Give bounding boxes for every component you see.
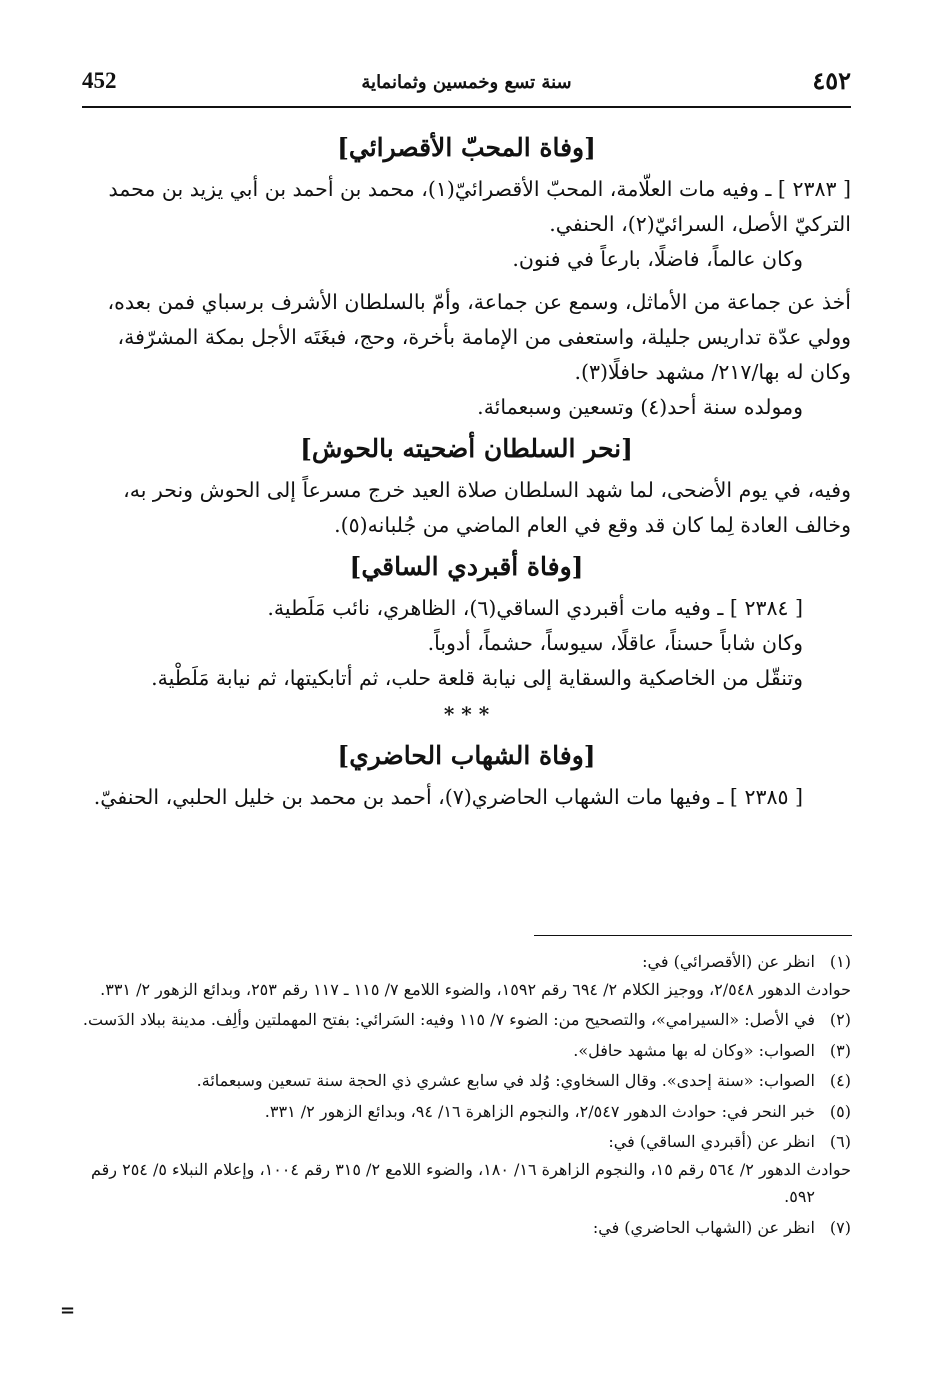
main-text	[82, 124, 851, 815]
entry-2384-description: وكان شاباً حسناً، عاقلًا، سيوساً، حشماً، أدوباً.	[427, 631, 803, 655]
footnote-text: الصواب: «وكان له بها مشهد حافل».	[573, 1040, 815, 1060]
running-title: سنة تسع وخمسين وثمانماية	[361, 72, 572, 93]
footnote	[82, 948, 851, 1003]
footnote-divider	[534, 935, 852, 936]
section-heading-hadiri: [وفاة الشهاب الحاضري]	[337, 741, 596, 770]
footnote-label: (٢)	[829, 1010, 851, 1029]
entry-2384-career: وتنقّل من الخاصكية والسقاية إلى نيابة قلعة حلب، ثم أتابكيتها، ثم نيابة مَلَطْية.	[151, 666, 803, 690]
continuation-mark: =	[60, 1300, 76, 1321]
footnote-line: انظر عن (الأقصرائي) في:	[642, 952, 815, 971]
footnote-text: الصواب: «سنة إحدى». وقال السخاوي: وُلد في سابع عشري ذي الحجة سنة تسعين وسبعمائة.	[196, 1071, 815, 1090]
page-number-latin: 452	[82, 68, 117, 93]
section-heading-sacrifice: [نحر السلطان أضحيته بالحوش]	[300, 434, 633, 463]
footnote-text	[82, 948, 851, 1003]
footnote	[82, 1006, 851, 1034]
footnote-line: حوادث الدهور ٢/٥٤٨، ووجيز الكلام ٢/ ٦٩٤ رقم ١٥٩٢، والضوء اللامع ٧/ ١١٥ ـ ١١٧ رقم ٢٥٣، وبدائع الزهور ٢/ ٣٣١.	[100, 979, 851, 999]
entry-2383-biography: أخذ عن جماعة من الأماثل، وسمع عن جماعة، وأمّ بالسلطان الأشرف برسباي فمن بعده، وولي عدّة تداريس جليلة، واستعفى من الإمامة بأخرة، وحج، فبغَتَه الأجل بمكة المشرّفة، وكان له بها/٢١٧/ مشهد حافلًا(٣).	[107, 290, 851, 384]
entry-2384: [ ٢٣٨٤ ] ـ وفيه مات أقبردي الساقي(٦)، الظاهري، نائب مَلَطية.	[267, 596, 803, 620]
sacrifice-paragraph: وفيه، في يوم الأضحى، لما شهد السلطان صلاة العيد خرج مسرعاً إلى الحوش ونحر به، وخالف العادة لِما كان قد وقع في العام الماضي من جُلبانه(٥).	[123, 478, 851, 537]
footnote-label: (٦)	[829, 1132, 851, 1151]
footnote-text: انظر عن (الشهاب الحاضري) في:	[592, 1217, 815, 1237]
entry-2383: [ ٢٣٨٣ ] ـ وفيه مات العلّامة، المحبّ الأقصرائيّ(١)، محمد بن أحمد بن أبي يزيد بن محمد التركيّ الأصل، السرائيّ(٢)، الحنفي.	[108, 177, 851, 236]
footnotes	[82, 948, 851, 1244]
footnote-label: (٥)	[829, 1101, 851, 1121]
footnote-label: (٣)	[829, 1040, 851, 1060]
section-heading-aqbardi: [وفاة أقبردي الساقي]	[349, 552, 584, 581]
section-separator: * * *	[443, 702, 490, 726]
footnote-line: انظر عن (أقبردي الساقي) في:	[608, 1132, 815, 1151]
entry-2383-description: وكان عالماً، فاضلًا، بارعاً في فنون.	[512, 247, 803, 271]
entry-2383-birth: ومولده سنة أحد(٤) وتسعين وسبعمائة.	[477, 395, 803, 419]
footnote-line: حوادث الدهور ٢/ ٥٦٤ رقم ١٥، والنجوم الزاهرة ١٦/ ١٨٠، والضوء اللامع ٢/ ٣١٥ رقم ١٠٠٤، وإعلام النبلاء ٥/ ٢٥٤ رقم ٥٩٢.	[91, 1159, 851, 1206]
footnote-label: (٤)	[829, 1071, 851, 1090]
footnote	[82, 1067, 851, 1095]
footnote	[82, 1037, 851, 1065]
footnote-label: (١)	[829, 952, 851, 971]
section-heading-aqsarai: [وفاة المحبّ الأقصرائي]	[337, 133, 596, 162]
page-number-arabic: ٤٥٢	[812, 66, 851, 95]
footnote-text: في الأصل: «السيرامي»، والتصحيح من: الضوء ٧/ ١١٥ وفيه: السَرائي: بفتح المهملتين وألِف. مدينة ببلاد الدَست.	[82, 1010, 815, 1029]
entry-2385: [ ٢٣٨٥ ] ـ وفيها مات الشهاب الحاضري(٧)، أحمد بن محمد بن خليل الحلبي، الحنفيّ.	[93, 785, 803, 809]
footnote-text	[82, 1128, 851, 1211]
footnote	[82, 1214, 851, 1242]
footnote	[82, 1098, 851, 1126]
footnote-label: (٧)	[829, 1217, 851, 1237]
footnote	[82, 1128, 851, 1211]
footnote-text: خبر النحر في: حوادث الدهور ٢/٥٤٧، والنجوم الزاهرة ١٦/ ٩٤، وبدائع الزهور ٢/ ٣٣١.	[264, 1101, 815, 1121]
page-header	[82, 66, 851, 108]
